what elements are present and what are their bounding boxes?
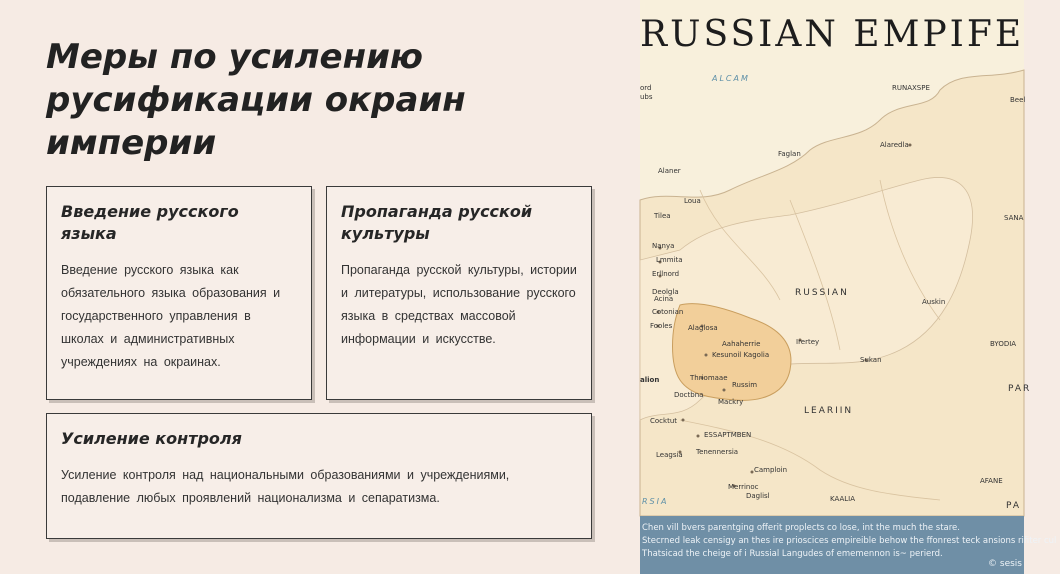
map-label: Thriomaae <box>690 374 728 382</box>
card-russian-culture <box>326 186 592 400</box>
map-label: Doctbna <box>674 391 704 399</box>
map-title: RUSSIAN EMPIFE <box>640 14 1025 55</box>
map-label: Deolgla <box>652 288 679 296</box>
map-label: Cocktut <box>650 417 677 425</box>
map-label: Kesunoil Kagolia <box>712 351 770 359</box>
empire-map-image <box>640 0 1057 574</box>
map-label: LEARIIN <box>804 406 854 416</box>
map-label: Tenennersia <box>696 448 739 456</box>
map-label: ESSAPTMBEN <box>704 431 752 439</box>
map-label: Alaner <box>658 167 681 175</box>
map-label: Daglisl <box>746 492 770 500</box>
copyright-icon: © <box>988 559 998 569</box>
card-russian-language <box>46 186 312 400</box>
map-label: SANA <box>1004 214 1024 222</box>
map-label: KAALIA <box>830 495 855 503</box>
map-label: RUNAXSPE <box>892 84 930 92</box>
map-label: Irertey <box>796 338 820 346</box>
map-label: Faglan <box>778 150 801 158</box>
map-label: Sukan <box>860 356 882 364</box>
map-label: Erllnord <box>652 270 680 278</box>
card-heading: Введение русского языка <box>61 202 239 243</box>
map-caption-line: Chen vill bvers parentging offerit proplects co lose, int the much the stare. <box>642 523 960 533</box>
slide-title: Меры по усилению русификации окраин империи <box>46 37 466 163</box>
map-label: AFANE <box>980 477 1003 485</box>
map-label: PAR <box>1008 384 1032 394</box>
card-body: Усиление контроля над национальными образованиями и учреждениями, подавление любых проявлений национализма и сепаратизма. <box>61 468 510 505</box>
map-label: Tilea <box>654 212 671 220</box>
map-graphic <box>640 0 1057 574</box>
map-label: RSIA <box>642 497 669 506</box>
card-body: Введение русского языка как обязательного языка образования и государственного управления в школах и административных учреждениях на окраинах. <box>61 263 281 369</box>
map-label: Fooles <box>650 322 673 330</box>
map-label: Alaredla <box>880 141 909 149</box>
watermark-text: sesis <box>999 559 1022 569</box>
map-label: ALCAM <box>712 74 750 83</box>
card-heading: Усиление контроля <box>61 429 242 448</box>
map-label: BYODIA <box>990 340 1017 348</box>
map-caption <box>640 516 1057 574</box>
map-label: RUSSIAN <box>795 288 849 298</box>
map-label: Loua <box>684 197 701 205</box>
map-label: Leagsia <box>656 451 683 459</box>
map-label: PA <box>1006 501 1022 511</box>
map-label: Aahaherrie <box>722 340 761 348</box>
map-caption-line: Stecrned leak censigy an thes ire prioscices empireible behow the ffonrest teck ansions rifiter cul <box>642 536 1057 546</box>
card-heading: Пропаганда русской культуры <box>341 202 533 243</box>
map-label: Russim <box>732 381 758 389</box>
map-label: Merrinoc <box>728 483 759 491</box>
card-body: Пропаганда русской культуры, истории и литературы, использование русского языка в средствах массовой информации и искусстве. <box>341 263 577 346</box>
map-label: alion <box>640 376 660 384</box>
map-label: Auskin <box>922 298 946 306</box>
map-label: Nanya <box>652 242 675 250</box>
map-label: Mackry <box>718 398 744 406</box>
map-label: ubs <box>640 93 653 101</box>
map-label: Cotonian <box>652 308 684 316</box>
map-label: Beel <box>1010 96 1026 104</box>
card-control <box>46 413 592 539</box>
map-caption-line: Thatsicad the cheige of i Russial Langudes of ememennon is~ perierd. <box>642 549 943 559</box>
map-label: Lmmita <box>656 256 683 264</box>
map-label: Camploin <box>754 466 788 474</box>
map-label: Acina <box>654 295 674 303</box>
map-label: ord <box>640 84 652 92</box>
map-label: Alaglosa <box>688 324 718 332</box>
